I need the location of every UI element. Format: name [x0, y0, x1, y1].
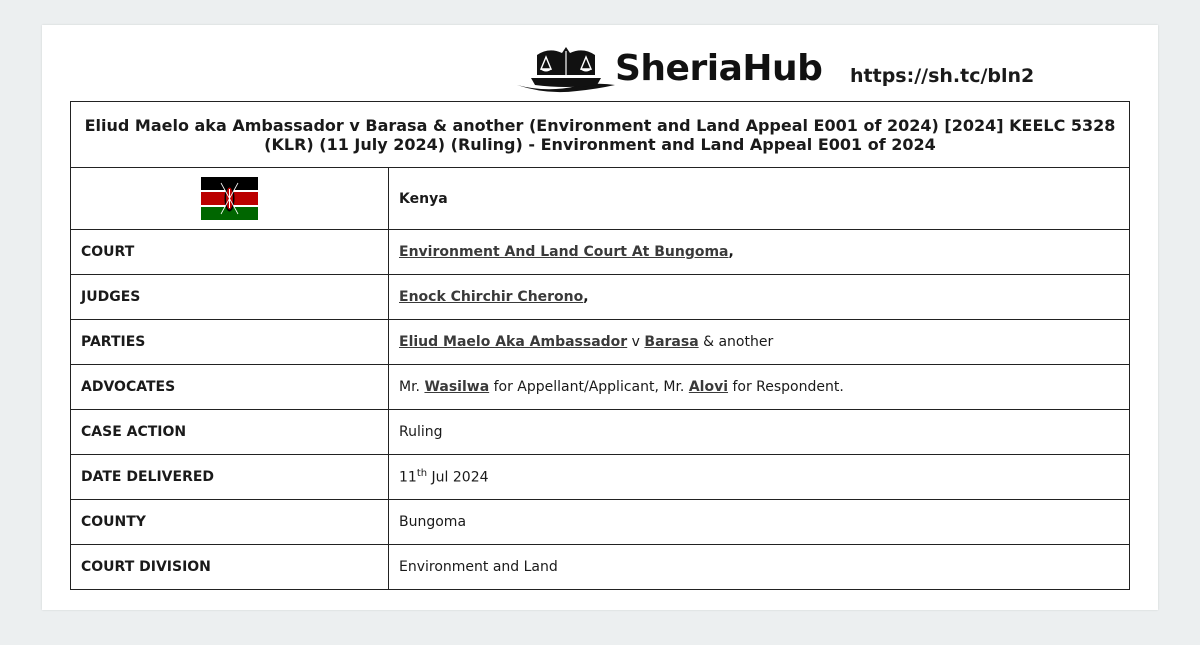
county-label: COUNTY	[71, 500, 389, 545]
advocate-link-appellant[interactable]: Wasilwa	[424, 379, 490, 395]
court-division-row	[71, 545, 1130, 590]
court-value	[389, 230, 1130, 275]
flag-cell	[71, 168, 389, 230]
judges-row	[71, 275, 1130, 320]
court-division-label: COURT DIVISION	[71, 545, 389, 590]
parties-value	[389, 320, 1130, 365]
date-rest: Jul 2024	[427, 469, 489, 486]
brand-name: SheriaHub	[615, 48, 823, 89]
court-label: COURT	[71, 230, 389, 275]
judges-value	[389, 275, 1130, 320]
date-delivered-value	[389, 455, 1130, 500]
date-day: 11	[399, 469, 417, 486]
parties-suffix: & another	[698, 334, 774, 350]
case-title: Eliud Maelo aka Ambassador v Barasa & another (Environment and Land Appeal E001 of 2024) [2024] KEELC 5328 (KLR) (11 July 2024) (Ruling) - Environment and Land Appeal E001 of 2024	[71, 102, 1130, 168]
judges-suffix: ,	[583, 289, 589, 305]
title-row	[71, 102, 1130, 168]
case-action-row	[71, 410, 1130, 455]
court-suffix: ,	[728, 244, 734, 260]
county-row	[71, 500, 1130, 545]
document-card	[42, 25, 1158, 610]
brand-logo[interactable]	[517, 44, 822, 94]
judge-link[interactable]: Enock Chirchir Cherono	[399, 289, 584, 305]
court-division-value: Environment and Land	[389, 545, 1130, 590]
scales-of-justice-logo-icon	[517, 45, 615, 93]
advocates-value	[389, 365, 1130, 410]
date-delivered-row	[71, 455, 1130, 500]
parties-label: PARTIES	[71, 320, 389, 365]
case-action-label: CASE ACTION	[71, 410, 389, 455]
advocate-link-respondent[interactable]: Alovi	[688, 379, 729, 395]
judges-label: JUDGES	[71, 275, 389, 320]
party-link-respondent[interactable]: Barasa	[644, 334, 699, 350]
short-url[interactable]: https://sh.tc/bln2	[850, 65, 1035, 87]
advocates-prefix: Mr.	[399, 379, 425, 395]
party-link-appellant[interactable]: Eliud Maelo Aka Ambassador	[399, 334, 628, 350]
versus-text: v	[627, 334, 645, 350]
advocates-row	[71, 365, 1130, 410]
advocates-suffix: for Respondent.	[728, 379, 844, 395]
country-row	[71, 168, 1130, 230]
advocates-mid: for Appellant/Applicant, Mr.	[489, 379, 689, 395]
advocates-label: ADVOCATES	[71, 365, 389, 410]
case-action-value: Ruling	[389, 410, 1130, 455]
date-delivered-label: DATE DELIVERED	[71, 455, 389, 500]
date-ordinal: th	[416, 468, 428, 480]
country-name: Kenya	[389, 168, 1130, 230]
case-info-table	[70, 101, 1130, 590]
court-row	[71, 230, 1130, 275]
county-value: Bungoma	[389, 500, 1130, 545]
court-link[interactable]: Environment And Land Court At Bungoma	[399, 244, 729, 260]
kenya-flag-icon	[201, 177, 258, 220]
parties-row	[71, 320, 1130, 365]
